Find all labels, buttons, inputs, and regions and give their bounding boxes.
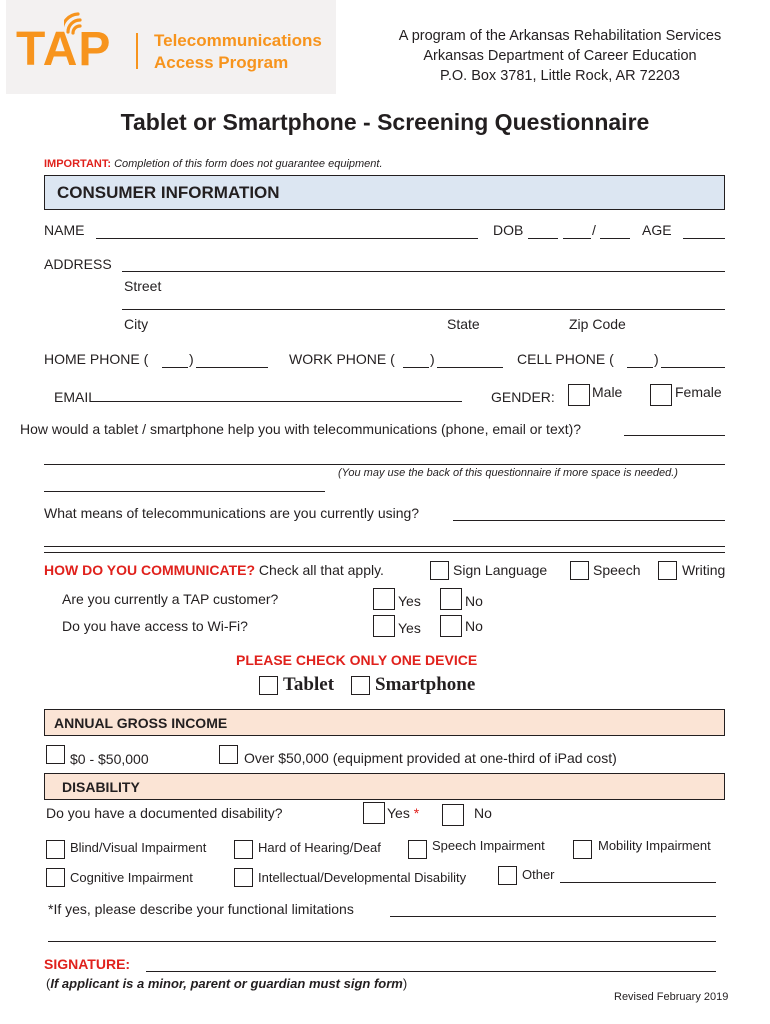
zip-label: Zip Code bbox=[569, 316, 626, 332]
how-help-field-1[interactable] bbox=[624, 419, 725, 436]
important-text: Completion of this form does not guarantee equipment. bbox=[114, 158, 383, 170]
disability-no-checkbox[interactable] bbox=[442, 804, 464, 826]
tap-customer-yes-checkbox[interactable] bbox=[373, 588, 395, 610]
what-means-field-1[interactable] bbox=[453, 504, 725, 521]
gender-female-checkbox[interactable] bbox=[650, 384, 672, 406]
address-line2: Arkansas Department of Career Education bbox=[423, 48, 697, 64]
cell-phone-paren: ) bbox=[654, 351, 659, 367]
email-field[interactable] bbox=[93, 385, 462, 402]
street-field[interactable] bbox=[122, 255, 725, 272]
smartphone-label: Smartphone bbox=[375, 674, 476, 695]
tablet-checkbox[interactable] bbox=[259, 676, 278, 695]
cognitive-checkbox[interactable] bbox=[46, 868, 65, 887]
street-label: Street bbox=[124, 278, 162, 294]
intellectual-checkbox[interactable] bbox=[234, 868, 253, 887]
how-help-question: How would a tablet / smartphone help you with telecommunications (phone, email or text)? bbox=[20, 421, 582, 437]
communicate-label bbox=[44, 562, 384, 578]
gender-male-checkbox[interactable] bbox=[568, 384, 590, 406]
gender-female-label: Female bbox=[675, 384, 722, 400]
signature-label: SIGNATURE: bbox=[44, 956, 131, 972]
email-label: EMAIL bbox=[54, 389, 97, 405]
city-label: City bbox=[124, 316, 149, 332]
dob-separator: / bbox=[592, 222, 596, 238]
other-field[interactable] bbox=[560, 866, 716, 883]
tap-customer-no-checkbox[interactable] bbox=[440, 588, 462, 610]
income-low-checkbox[interactable] bbox=[46, 745, 65, 764]
wifi-no-label: No bbox=[465, 618, 483, 634]
gender-male-label: Male bbox=[592, 384, 623, 400]
wifi-yes-label: Yes bbox=[398, 620, 421, 636]
work-phone-area-field[interactable] bbox=[403, 351, 429, 368]
gender-label: GENDER: bbox=[491, 389, 555, 405]
sign-language-label: Sign Language bbox=[453, 562, 548, 578]
important-note bbox=[44, 158, 383, 170]
header-address bbox=[360, 26, 760, 86]
logo-line2: Access Program bbox=[154, 53, 289, 72]
income-section-header bbox=[44, 709, 725, 736]
other-label: Other bbox=[522, 867, 555, 882]
age-label: AGE bbox=[642, 222, 672, 238]
tap-customer-no-label: No bbox=[465, 593, 483, 609]
mobility-impairment-label: Mobility Impairment bbox=[598, 838, 711, 853]
income-high-label: Over $50,000 (equipment provided at one-third of iPad cost) bbox=[244, 750, 617, 766]
speech-impairment-label: Speech Impairment bbox=[432, 838, 545, 853]
page-title: Tablet or Smartphone - Screening Questionnaire bbox=[120, 109, 650, 135]
name-label: NAME bbox=[44, 222, 85, 238]
what-means-field-3[interactable] bbox=[44, 536, 725, 553]
device-label: PLEASE CHECK ONLY ONE DEVICE bbox=[236, 652, 478, 668]
disability-yes-asterisk: * bbox=[413, 805, 420, 821]
wifi-no-checkbox[interactable] bbox=[440, 615, 462, 637]
signature-note-close: ) bbox=[402, 976, 408, 991]
how-help-field-3[interactable] bbox=[44, 475, 325, 492]
dob-month-field[interactable] bbox=[528, 222, 558, 239]
income-high-checkbox[interactable] bbox=[219, 745, 238, 764]
logo-mark: TAP bbox=[16, 23, 112, 76]
work-phone-paren: ) bbox=[430, 351, 435, 367]
wifi-yes-checkbox[interactable] bbox=[373, 615, 395, 637]
speech-checkbox[interactable] bbox=[570, 561, 589, 580]
smartphone-checkbox[interactable] bbox=[351, 676, 370, 695]
hard-of-hearing-label: Hard of Hearing/Deaf bbox=[258, 840, 381, 855]
hard-of-hearing-checkbox[interactable] bbox=[234, 840, 253, 859]
describe-field-2[interactable] bbox=[48, 925, 716, 942]
tap-customer-yes-label: Yes bbox=[398, 593, 421, 609]
what-means-question: What means of telecommunications are you currently using? bbox=[44, 505, 420, 521]
address-line1: A program of the Arkansas Rehabilitation Services bbox=[398, 28, 722, 44]
signature-note bbox=[46, 976, 407, 991]
sign-language-checkbox[interactable] bbox=[430, 561, 449, 580]
describe-field-1[interactable] bbox=[390, 900, 716, 917]
dob-year-field[interactable] bbox=[600, 222, 630, 239]
intellectual-label: Intellectual/Developmental Disability bbox=[258, 870, 467, 885]
signature-note-text: If applicant is a minor, parent or guardian must sign form bbox=[50, 976, 403, 991]
age-field[interactable] bbox=[683, 222, 725, 239]
other-checkbox[interactable] bbox=[498, 866, 517, 885]
income-low-label: $0 - $50,000 bbox=[70, 751, 149, 767]
disability-section-title: DISABILITY bbox=[62, 779, 140, 795]
signature-note-open: ( bbox=[46, 976, 51, 991]
city-state-zip-field[interactable] bbox=[122, 293, 725, 310]
disability-yes-checkbox[interactable] bbox=[363, 802, 385, 824]
important-label: IMPORTANT: bbox=[44, 158, 112, 170]
revised-date: Revised February 2019 bbox=[614, 991, 729, 1003]
describe-limitations-label: *If yes, please describe your functional limitations bbox=[48, 901, 354, 917]
blind-visual-checkbox[interactable] bbox=[46, 840, 65, 859]
logo-line1: Telecommunications bbox=[154, 31, 322, 50]
address-line3: P.O. Box 3781, Little Rock, AR 72203 bbox=[440, 68, 680, 84]
home-phone-area-field[interactable] bbox=[162, 351, 188, 368]
signature-field[interactable] bbox=[146, 955, 716, 972]
blind-visual-label: Blind/Visual Impairment bbox=[70, 840, 207, 855]
disability-question: Do you have a documented disability? bbox=[46, 805, 283, 821]
writing-label: Writing bbox=[682, 562, 726, 578]
address-label: ADDRESS bbox=[44, 256, 112, 272]
tablet-label: Tablet bbox=[283, 674, 335, 695]
consumer-section-title: CONSUMER INFORMATION bbox=[57, 183, 280, 202]
income-section-title: ANNUAL GROSS INCOME bbox=[54, 715, 228, 731]
state-label: State bbox=[447, 316, 480, 332]
consumer-section-header bbox=[44, 175, 725, 210]
disability-yes-label bbox=[387, 805, 419, 821]
work-phone-field[interactable] bbox=[437, 351, 503, 368]
communicate-instruction: Check all that apply. bbox=[258, 562, 384, 578]
back-note: (You may use the back of this questionnaire if more space is needed.) bbox=[338, 467, 678, 479]
work-phone-label: WORK PHONE ( bbox=[289, 351, 395, 367]
home-phone-paren: ) bbox=[189, 351, 194, 367]
tap-customer-question: Are you currently a TAP customer? bbox=[62, 591, 279, 607]
communicate-title: HOW DO YOU COMMUNICATE? bbox=[44, 562, 256, 578]
writing-checkbox[interactable] bbox=[658, 561, 677, 580]
cell-phone-area-field[interactable] bbox=[627, 351, 653, 368]
wifi-question: Do you have access to Wi-Fi? bbox=[62, 618, 248, 634]
disability-no-label: No bbox=[474, 805, 492, 821]
tap-logo bbox=[6, 0, 336, 94]
cell-phone-field[interactable] bbox=[661, 351, 725, 368]
dob-day-field[interactable] bbox=[563, 222, 591, 239]
mobility-impairment-checkbox[interactable] bbox=[573, 840, 592, 859]
cell-phone-label: CELL PHONE ( bbox=[517, 351, 614, 367]
logo-divider bbox=[136, 33, 138, 69]
disability-yes-text: Yes bbox=[387, 805, 410, 821]
speech-impairment-checkbox[interactable] bbox=[408, 840, 427, 859]
cognitive-label: Cognitive Impairment bbox=[70, 870, 193, 885]
speech-label: Speech bbox=[593, 562, 641, 578]
home-phone-field[interactable] bbox=[196, 351, 268, 368]
disability-section-header bbox=[44, 773, 725, 800]
dob-label: DOB bbox=[493, 222, 524, 238]
how-help-field-2[interactable] bbox=[44, 448, 725, 465]
name-field[interactable] bbox=[96, 222, 478, 239]
home-phone-label: HOME PHONE ( bbox=[44, 351, 149, 367]
